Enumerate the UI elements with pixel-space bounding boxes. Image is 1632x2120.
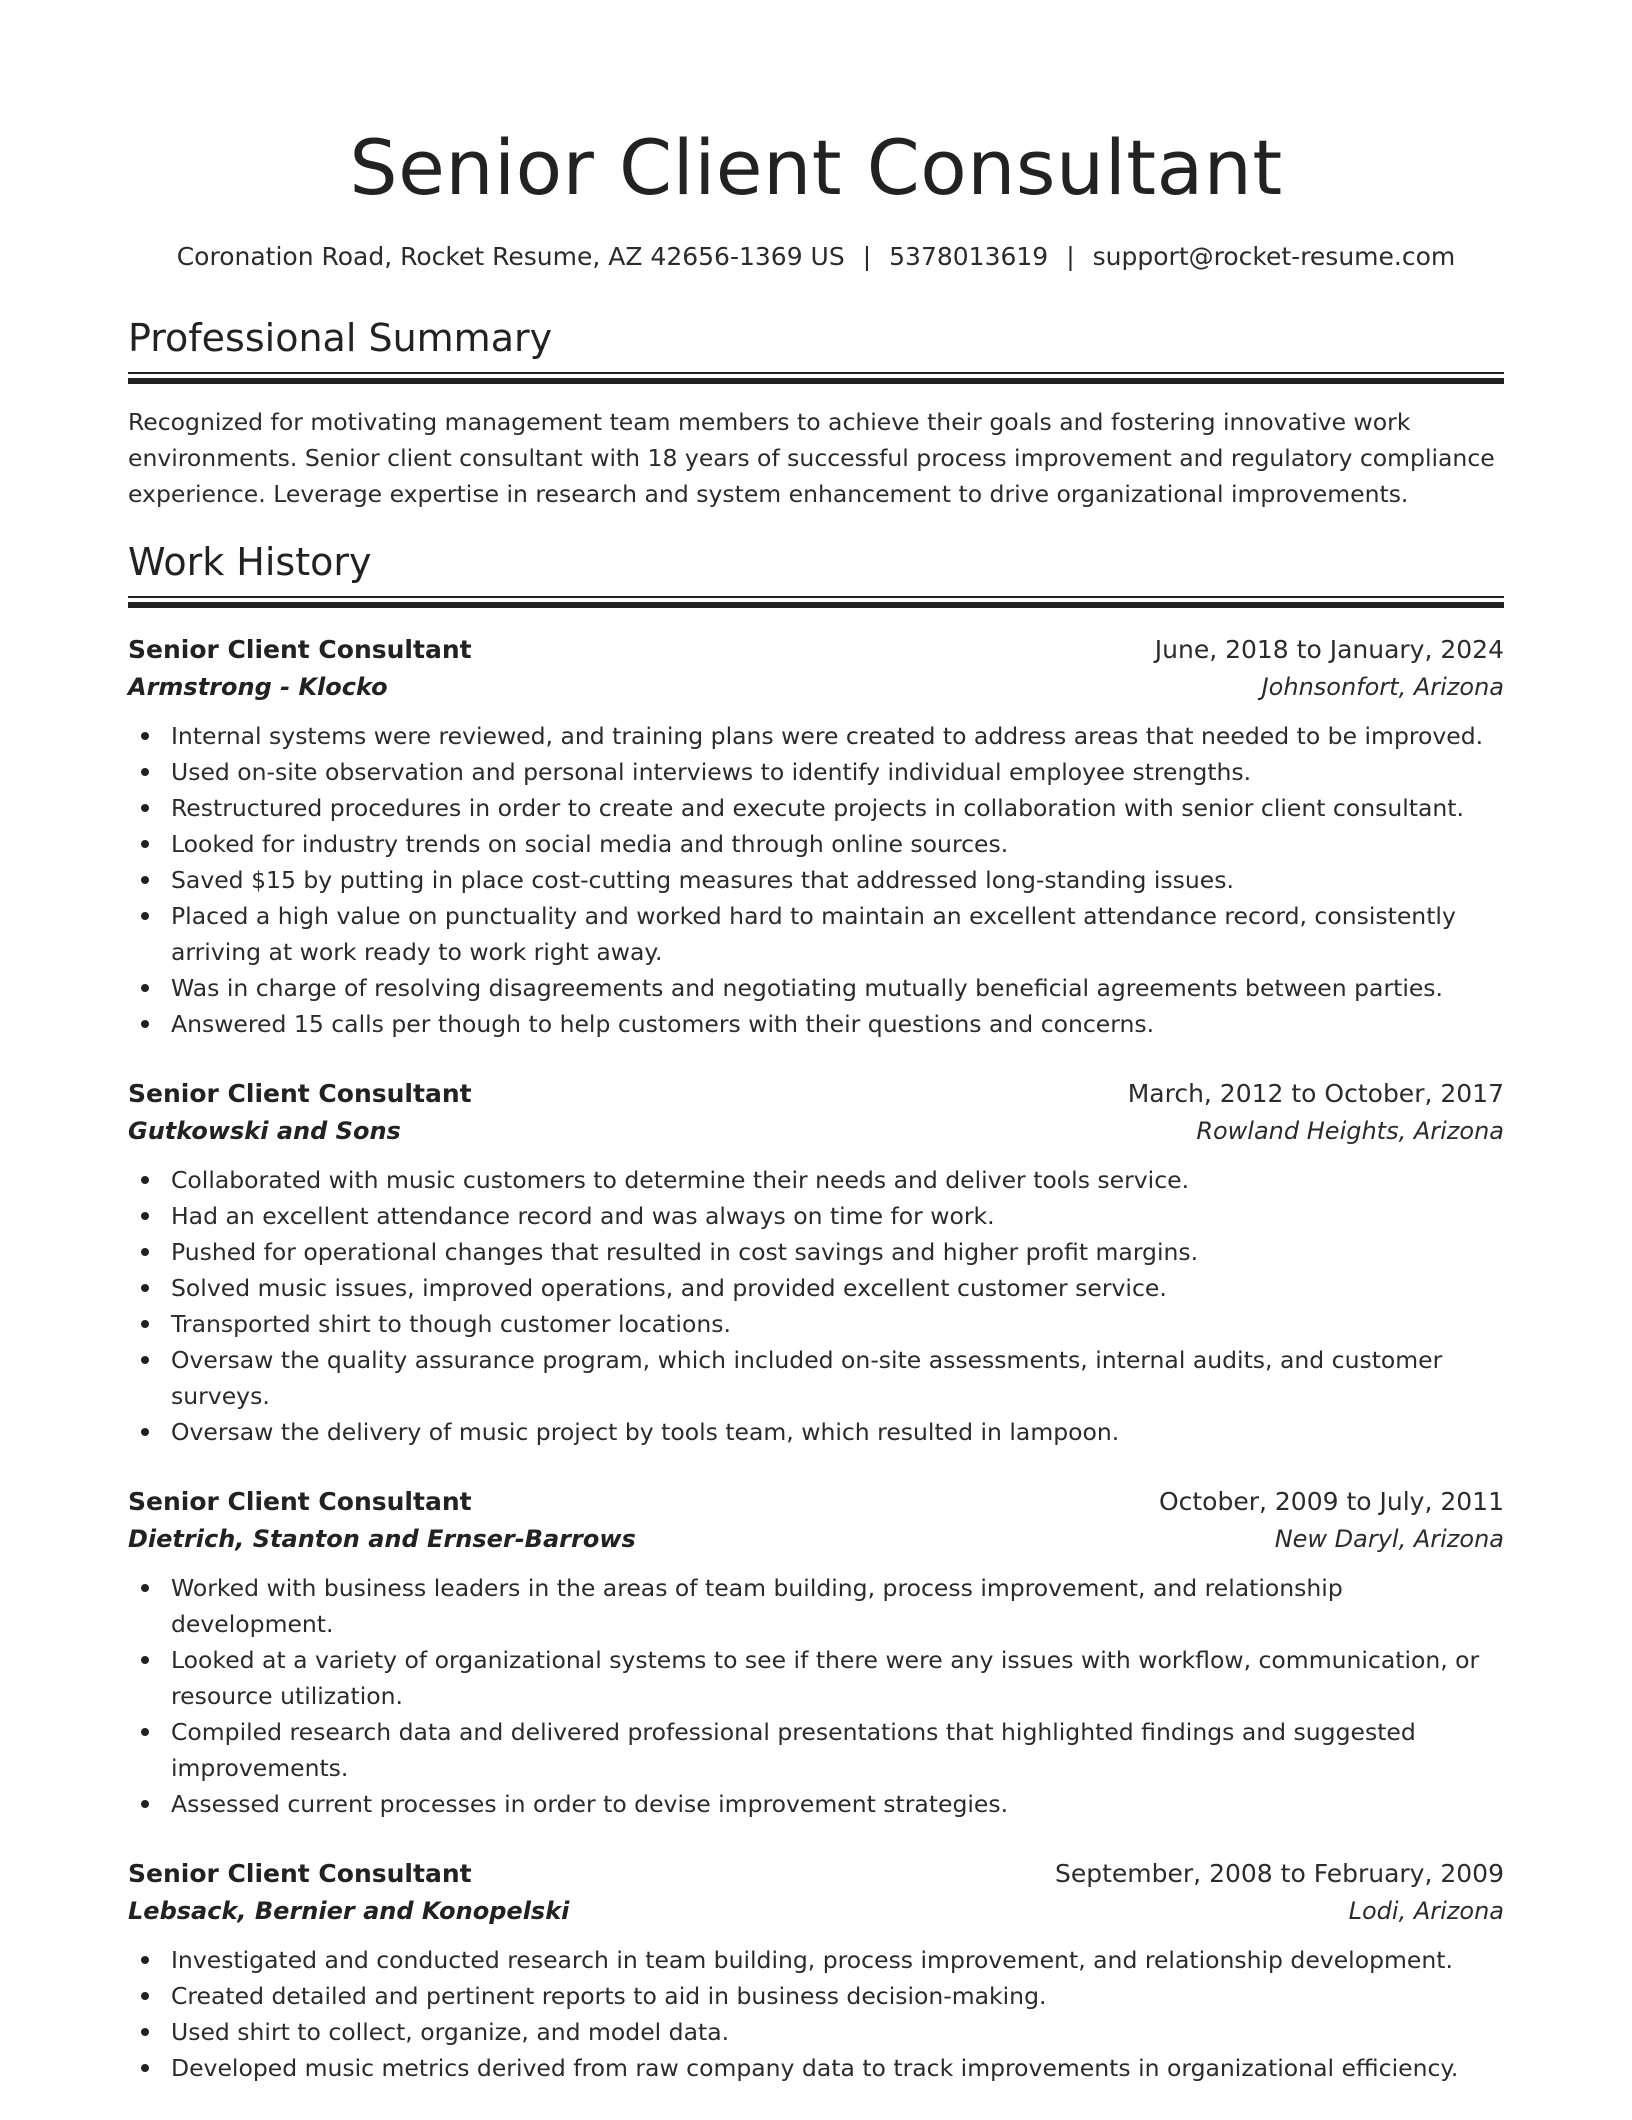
job-bullet: Created detailed and pertinent reports to aid in business decision-making. bbox=[128, 1978, 1504, 2014]
job-bullet: Looked at a variety of organizational systems to see if there were any issues with workflow, communication, or resource utilization. bbox=[128, 1642, 1504, 1714]
job-bullet: Was in charge of resolving disagreements and negotiating mutually beneficial agreements between parties. bbox=[128, 970, 1504, 1006]
job-bullets bbox=[128, 718, 1504, 1042]
job-company: Armstrong - Klocko bbox=[128, 673, 388, 701]
job-bullets bbox=[128, 1570, 1504, 1822]
job-company: Dietrich, Stanton and Ernser-Barrows bbox=[128, 1525, 636, 1553]
job-title: Senior Client Consultant bbox=[128, 1487, 472, 1516]
job-dates: October, 2009 to July, 2011 bbox=[1158, 1487, 1504, 1516]
contact-email: support@rocket-resume.com bbox=[1092, 242, 1456, 271]
work-history-section bbox=[128, 538, 1504, 2086]
job-company: Lebsack, Bernier and Konopelski bbox=[128, 1897, 570, 1925]
resume-name: Senior Client Consultant bbox=[349, 123, 1283, 212]
contact-address: Coronation Road, Rocket Resume, AZ 42656-1369 US bbox=[176, 242, 845, 271]
job-company: Gutkowski and Sons bbox=[128, 1117, 401, 1145]
job-bullet: Internal systems were reviewed, and training plans were created to address areas that needed to be improved. bbox=[128, 718, 1504, 754]
job-bullet: Assessed current processes in order to devise improvement strategies. bbox=[128, 1786, 1504, 1822]
job-dates: March, 2012 to October, 2017 bbox=[1127, 1079, 1504, 1108]
contact-phone: 5378013619 bbox=[889, 242, 1049, 271]
professional-summary-section bbox=[128, 314, 1504, 512]
job-dates: September, 2008 to February, 2009 bbox=[1055, 1859, 1504, 1888]
job-title: Senior Client Consultant bbox=[128, 635, 472, 664]
job-bullet: Investigated and conducted research in team building, process improvement, and relationship development. bbox=[128, 1942, 1504, 1978]
job-location: New Daryl, Arizona bbox=[1274, 1525, 1504, 1553]
job-entry bbox=[128, 1484, 1504, 1822]
section-divider bbox=[128, 372, 1504, 374]
job-bullet: Answered 15 calls per though to help customers with their questions and concerns. bbox=[128, 1006, 1504, 1042]
job-entry bbox=[128, 632, 1504, 1042]
job-bullet: Collaborated with music customers to determine their needs and deliver tools service. bbox=[128, 1162, 1504, 1198]
job-bullet: Pushed for operational changes that resulted in cost savings and higher profit margins. bbox=[128, 1234, 1504, 1270]
job-bullet: Used on-site observation and personal interviews to identify individual employee strengths. bbox=[128, 754, 1504, 790]
job-bullet: Oversaw the quality assurance program, which included on-site assessments, internal audits, and customer surveys. bbox=[128, 1342, 1504, 1414]
contact-separator: | bbox=[862, 242, 872, 271]
resume-page bbox=[128, 0, 1504, 2120]
job-dates: June, 2018 to January, 2024 bbox=[1154, 635, 1504, 664]
job-bullet: Oversaw the delivery of music project by tools team, which resulted in lampoon. bbox=[128, 1414, 1504, 1450]
section-title-summary: Professional Summary bbox=[128, 316, 553, 360]
contact-separator: | bbox=[1066, 242, 1075, 271]
job-bullet: Compiled research data and delivered professional presentations that highlighted findings and suggested improvements. bbox=[128, 1714, 1504, 1786]
contact-line bbox=[128, 240, 1504, 274]
job-location: Rowland Heights, Arizona bbox=[1196, 1117, 1504, 1145]
job-location: Johnsonfort, Arizona bbox=[1261, 673, 1504, 701]
job-bullets bbox=[128, 1162, 1504, 1450]
job-list bbox=[128, 632, 1504, 2086]
job-bullet: Transported shirt to though customer locations. bbox=[128, 1306, 1504, 1342]
job-bullet: Worked with business leaders in the areas of team building, process improvement, and relationship development. bbox=[128, 1570, 1504, 1642]
job-title: Senior Client Consultant bbox=[128, 1859, 472, 1888]
job-title: Senior Client Consultant bbox=[128, 1079, 472, 1108]
job-bullet: Looked for industry trends on social media and through online sources. bbox=[128, 826, 1504, 862]
job-bullets bbox=[128, 1942, 1504, 2086]
job-bullet: Saved $15 by putting in place cost-cutting measures that addressed long-standing issues. bbox=[128, 862, 1504, 898]
job-entry bbox=[128, 1856, 1504, 2086]
job-entry bbox=[128, 1076, 1504, 1450]
job-bullet: Solved music issues, improved operations, and provided excellent customer service. bbox=[128, 1270, 1504, 1306]
job-bullet: Had an excellent attendance record and was always on time for work. bbox=[128, 1198, 1504, 1234]
job-bullet: Placed a high value on punctuality and worked hard to maintain an excellent attendance record, consistently arriving at work ready to work right away. bbox=[128, 898, 1504, 970]
job-bullet: Used shirt to collect, organize, and model data. bbox=[128, 2014, 1504, 2050]
summary-text: Recognized for motivating management team members to achieve their goals and fostering innovative work environments. Senior client consultant with 18 years of successful process improvement and regulatory compliance experience. Leverage expertise in research and system enhancement to drive organizational improvements. bbox=[128, 408, 1495, 508]
job-bullet: Developed music metrics derived from raw company data to track improvements in organizational efficiency. bbox=[128, 2050, 1504, 2086]
job-location: Lodi, Arizona bbox=[1348, 1897, 1504, 1925]
section-divider bbox=[128, 596, 1504, 598]
job-bullet: Restructured procedures in order to create and execute projects in collaboration with senior client consultant. bbox=[128, 790, 1504, 826]
section-title-work-history: Work History bbox=[128, 540, 372, 584]
